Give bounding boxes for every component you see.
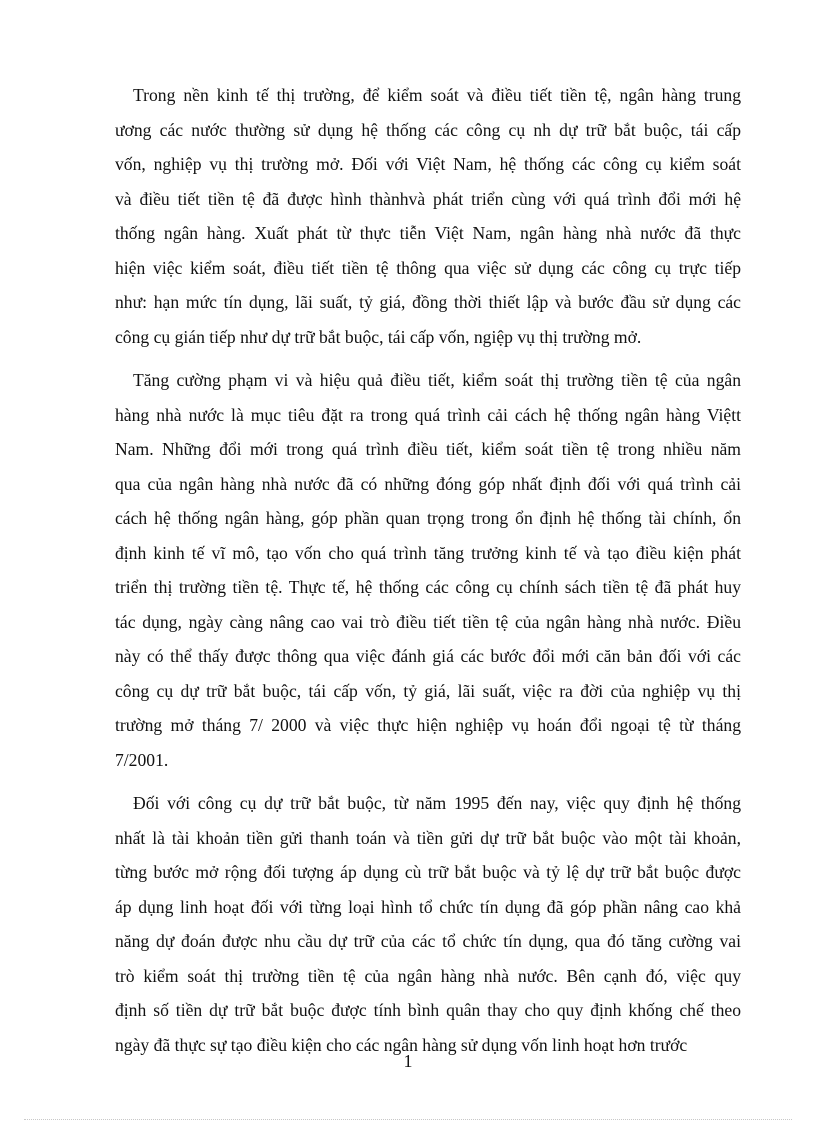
text-line: ương các nước thường sử dụng hệ thống các công cụ nh dự trữ bắt buộc, tái cấp [115, 119, 741, 140]
text-line: như: hạn mức tín dụng, lãi suất, tỷ giá, đồng thời thiết lập và bước đầu sử dụng các [115, 292, 741, 312]
text-line: triển thị trường tiền tệ. Thực tế, hệ thống các công cụ chính sách tiền tệ đã phát huy [115, 577, 741, 597]
text-line: năng dự đoán được nhu cầu dự trữ của các tổ chức tín dụng, qua đó tăng cường vai [115, 931, 741, 951]
text-line: định số tiền dự trữ bắt buộc được tính bình quân thay cho quy định khống chế theo [115, 1000, 741, 1020]
text-line: tác dụng, ngày càng nâng cao vai trò điều tiết tiền tệ của ngân hàng nhà nước. Điều [115, 611, 741, 632]
text-line: vốn, nghiệp vụ thị trường mở. Đối với Việt Nam, hệ thống các công cụ kiểm soát [115, 154, 741, 174]
text-line: hiện việc kiểm soát, điều tiết tiền tệ thông qua việc sử dụng các công cụ trực tiếp [115, 257, 741, 278]
text-line: Tăng cường phạm vi và hiệu quả điều tiết, kiểm soát thị trường tiền tệ của ngân [133, 370, 741, 390]
page-number: 1 [403, 1051, 413, 1071]
text-line: Nam. Những đổi mới trong quá trình điều tiết, kiểm soát tiền tệ trong nhiều năm [115, 439, 741, 459]
text-line: định kinh tế vĩ mô, tạo vốn cho quá trình tăng trưởng kinh tế và tạo điều kiện phát [115, 542, 741, 563]
text-line: Đối với công cụ dự trữ bắt buộc, từ năm 1995 đến nay, việc quy định hệ thống [133, 793, 741, 813]
text-line: thống ngân hàng. Xuất phát từ thực tiễn Việt Nam, ngân hàng nhà nước đã thực [115, 223, 741, 243]
text-line: trường mở tháng 7/ 2000 và việc thực hiện nghiệp vụ hoán đổi ngoại tệ từ tháng [115, 715, 741, 735]
text-line: ngày đã thực sự tạo điều kiện cho các ngân hàng sử dụng vốn linh hoạt hơn trước [115, 1034, 688, 1055]
footer-divider [24, 1119, 792, 1120]
text-line: cách hệ thống ngân hàng, góp phần quan trọng trong ổn định hệ thống tài chính, ổn [115, 508, 741, 528]
text-line: và điều tiết tiền tệ đã được hình thànhvà phát triển cùng với quá trình đổi mới hệ [115, 188, 741, 209]
text-line: nhất là tài khoản tiền gửi thanh toán và tiền gửi dự trữ bắt buộc vào một tài khoản, [115, 827, 741, 848]
text-line: công cụ dự trữ bắt buộc, tái cấp vốn, tỷ giá, lãi suất, việc ra đời của nghiệp vụ thị [115, 680, 741, 701]
body-text [115, 78, 741, 1062]
text-line: này có thể thấy được thông qua việc đánh giá các bước đổi mới căn bản đối với các [115, 646, 741, 666]
text-line: 7/2001. [115, 749, 169, 770]
text-line: hàng nhà nước là mục tiêu đặt ra trong quá trình cải cách hệ thống ngân hàng Việtt [115, 404, 741, 425]
text-line: trò kiểm soát thị trường tiền tệ của ngân hàng nhà nước. Bên cạnh đó, việc quy [115, 965, 741, 986]
text-line: áp dụng linh hoạt đối với từng loại hình tổ chức tín dụng đã góp phần nâng cao khả [115, 896, 741, 917]
paragraph [115, 786, 741, 1062]
text-line: công cụ gián tiếp như dự trữ bắt buộc, tái cấp vốn, ngiệp vụ thị trường mở. [115, 326, 642, 347]
paragraph [115, 78, 741, 354]
text-line: từng bước mở rộng đối tượng áp dụng cù trữ bắt buộc và tỷ lệ dự trữ bắt buộc được [115, 862, 741, 882]
text-line: qua của ngân hàng nhà nước đã có những đóng góp nhất định đối với quá trình cải [115, 473, 741, 494]
text-line: Trong nền kinh tế thị trường, để kiểm soát và điều tiết tiền tệ, ngân hàng trung [133, 85, 741, 105]
paragraph [115, 363, 741, 777]
